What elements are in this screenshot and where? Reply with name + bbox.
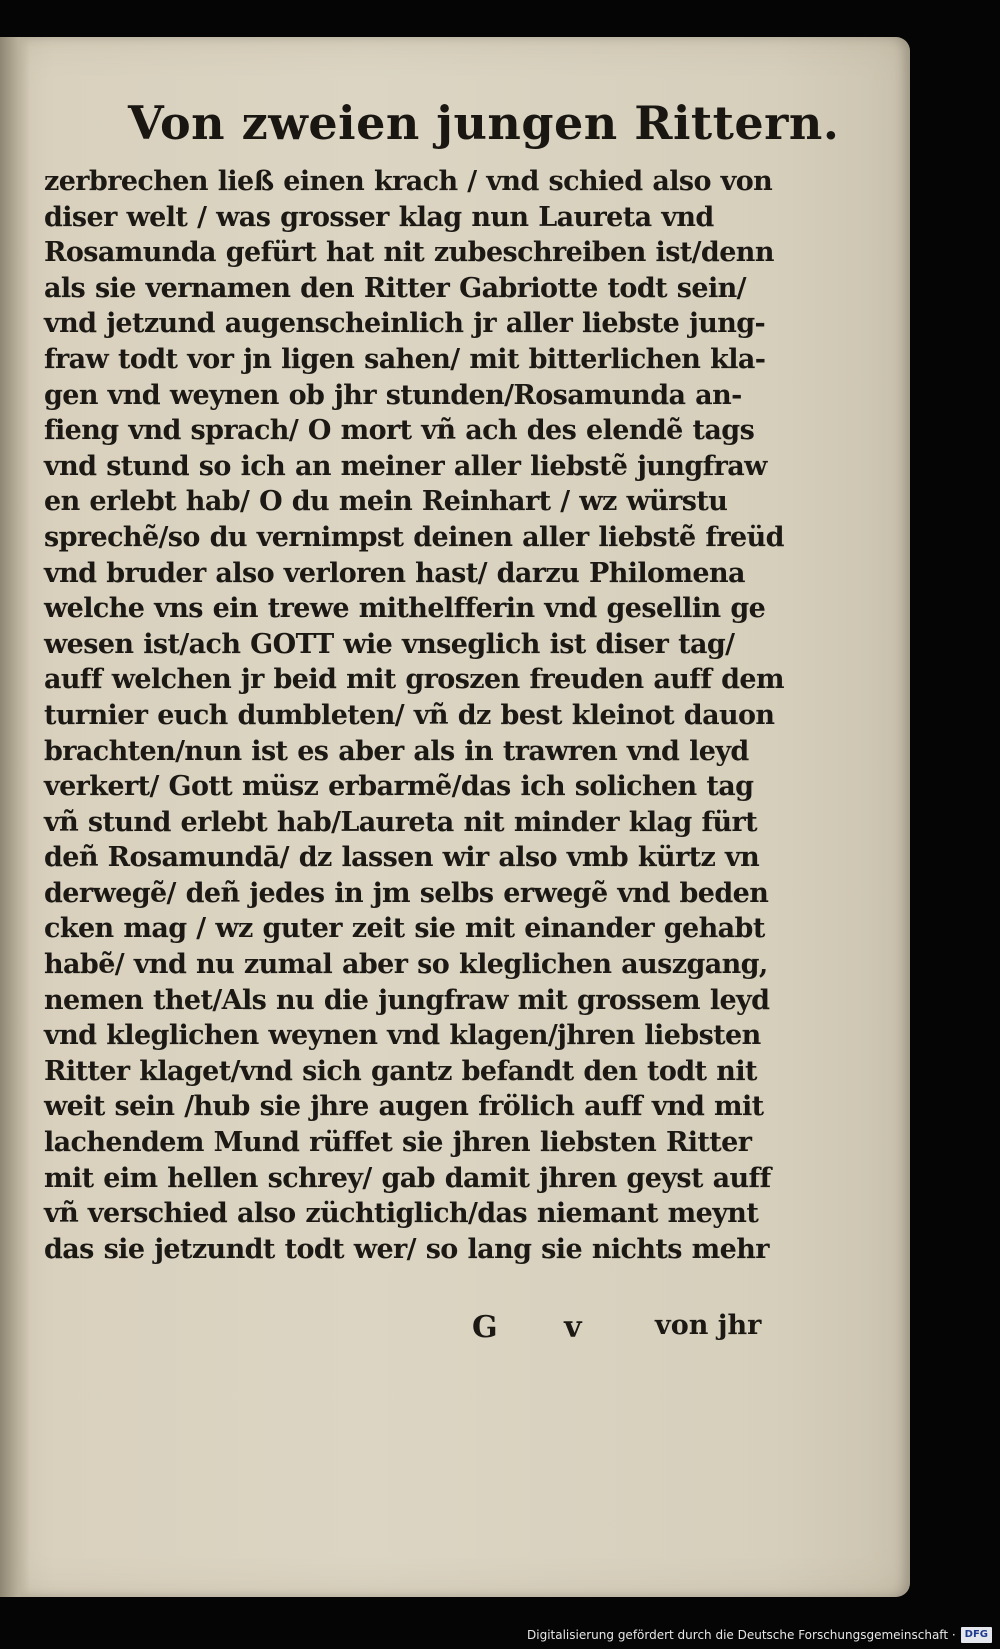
text-line: Ritter klaget/vnd sich gantz befandt den todt nit: [44, 1055, 757, 1087]
text-line: lachendem Mund rüffet sie jhren liebsten Ritter: [44, 1127, 752, 1159]
signature-mark: G v: [472, 1310, 610, 1345]
text-line: brachten/nun ist es aber als in trawren vnd leyd: [44, 735, 749, 767]
text-line: weit sein /hub sie jhre augen frölich auff vnd mit: [44, 1091, 764, 1123]
dfg-logo: DFG: [961, 1627, 992, 1643]
text-line: nemen thet/Als nu die jungfraw mit grossem leyd: [44, 984, 770, 1016]
text-line: sprechẽ/so du vernimpst deinen aller liebstẽ freüd: [44, 521, 784, 553]
text-line: habẽ/ vnd nu zumal aber so kleglichen auszgang,: [44, 949, 768, 981]
text-line: derwegẽ/ deñ jedes in jm selbs erwegẽ vnd beden: [44, 877, 769, 909]
text-line: Rosamunda gefürt hat nit zubeschreiben ist/denn: [44, 237, 774, 269]
body-text: [44, 164, 804, 1267]
text-line: turnier euch dumbleten/ vñ dz best kleinot dauon: [44, 699, 775, 731]
text-line: zerbrechen ließ einen krach / vnd schied also von: [44, 166, 773, 197]
text-line: welche vns ein trewe mithelfferin vnd gesellin ge: [44, 593, 766, 625]
text-line: vnd kleglichen weynen vnd klagen/jhren liebsten: [44, 1020, 761, 1052]
text-line: verkert/ Gott müsz erbarmẽ/das ich solichen tag: [44, 771, 754, 803]
text-line: deñ Rosamundā/ dz lassen wir also vmb kürtz vn: [44, 842, 760, 874]
text-line: vñ verschied also züchtiglich/das niemant meynt: [44, 1198, 759, 1230]
text-line: vñ stund erlebt hab/Laureta nit minder klag fürt: [44, 806, 758, 838]
text-line: auff welchen jr beid mit groszen freuden auff dem: [44, 664, 784, 696]
text-line: fieng vnd sprach/ O mort vñ ach des elendẽ tags: [44, 415, 755, 447]
page-footer: [0, 1310, 910, 1350]
text-line: als sie vernamen den Ritter Gabriotte todt sein/: [44, 272, 746, 304]
text-line: mit eim hellen schrey/ gab damit jhren geyst auff: [44, 1162, 771, 1194]
funding-credit: Digitalisierung gefördert durch die Deutsche Forschungsgemeinschaft ·: [527, 1628, 956, 1642]
text-line: cken mag / wz guter zeit sie mit einander gehabt: [44, 913, 765, 945]
text-line: fraw todt vor jn ligen sahen/ mit bitterlichen kla-: [44, 343, 766, 375]
running-heading: Von zweien jungen Rittern.: [128, 96, 840, 150]
text-line: das sie jetzundt todt wer/ so lang sie nichts mehr: [44, 1233, 769, 1265]
text-line: vnd jetzund augenscheinlich jr aller liebste jung-: [44, 308, 766, 340]
text-line: diser welt / was grosser klag nun Laureta vnd: [44, 201, 714, 233]
text-line: vnd bruder also verloren hast/ darzu Philomena: [44, 557, 745, 589]
text-line: wesen ist/ach GOTT wie vnseglich ist diser tag/: [44, 628, 735, 660]
text-line: en erlebt hab/ O du mein Reinhart / wz würstu: [44, 486, 728, 518]
credit-bar: [527, 1625, 992, 1645]
text-line: vnd stund so ich an meiner aller liebstẽ jungfraw: [44, 450, 767, 482]
page-gutter: [0, 37, 30, 1597]
catchword: von jhr: [655, 1310, 762, 1341]
text-line: gen vnd weynen ob jhr stunden/Rosamunda an-: [44, 379, 742, 411]
